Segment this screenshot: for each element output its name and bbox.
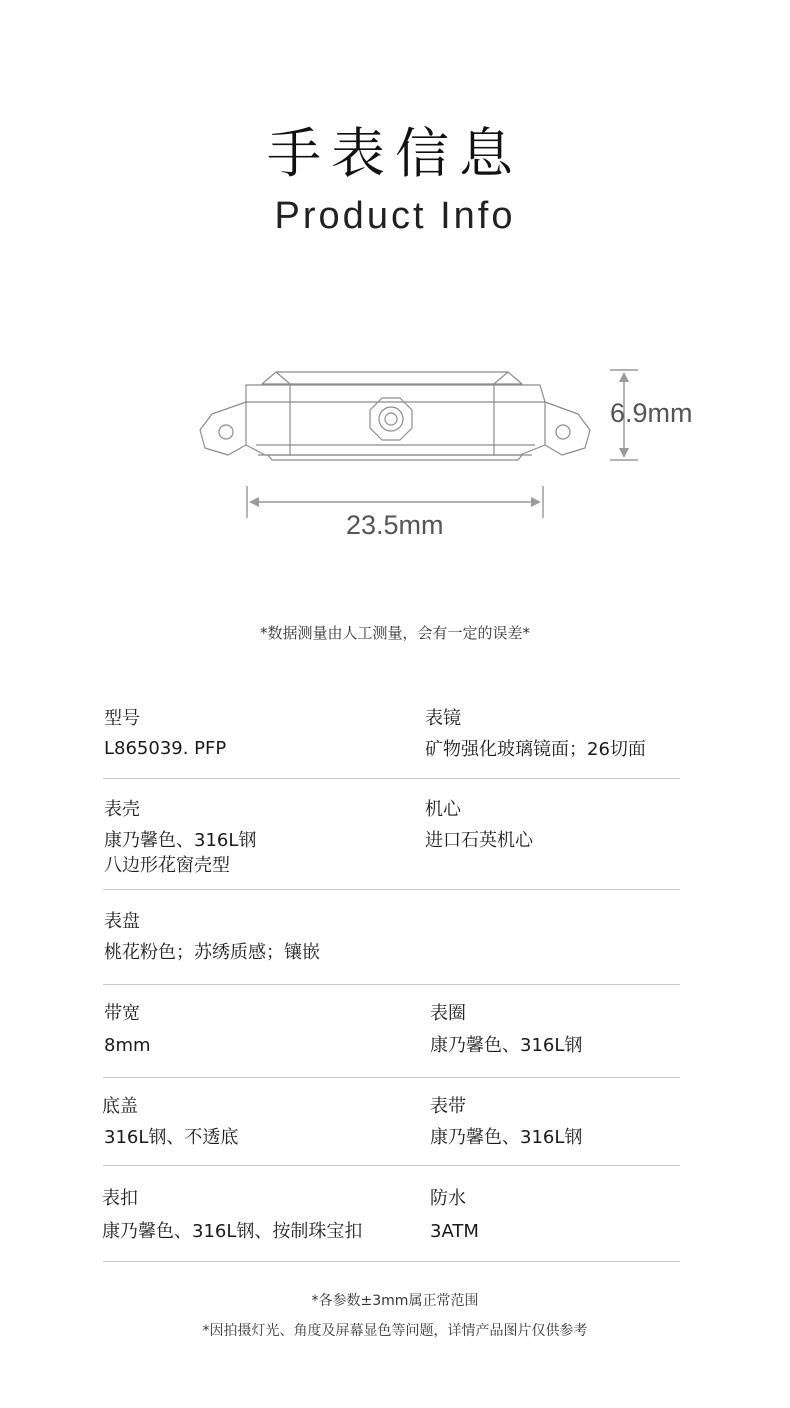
spec-value-bezel: 康乃馨色、316L钢 bbox=[430, 1035, 583, 1056]
divider bbox=[103, 778, 680, 779]
spec-value-clasp: 康乃馨色、316L钢、按制珠宝扣 bbox=[102, 1221, 363, 1242]
divider bbox=[103, 1077, 680, 1078]
measurement-note: *数据测量由人工测量，会有一定的误差* bbox=[259, 624, 530, 642]
spec-label-model: 型号 bbox=[104, 708, 140, 729]
spec-value-movement: 进口石英机心 bbox=[425, 830, 533, 851]
page-title-cn: 手表信息 bbox=[267, 122, 523, 185]
spec-label-band-width: 带宽 bbox=[104, 1003, 140, 1024]
tolerance-footnote: *各参数±3mm属正常范围 bbox=[311, 1293, 479, 1309]
spec-value-case-line1: 康乃馨色、316L钢 bbox=[104, 830, 257, 851]
width-dimension-label: 23.5mm bbox=[346, 510, 444, 540]
spec-label-clasp: 表扣 bbox=[102, 1188, 138, 1209]
spec-label-case: 表壳 bbox=[104, 799, 140, 820]
divider bbox=[103, 889, 680, 890]
divider bbox=[103, 1165, 680, 1166]
spec-value-model: L865039. PFP bbox=[104, 738, 227, 759]
height-dimension-label: 6.9mm bbox=[610, 398, 693, 428]
spec-label-water-resistance: 防水 bbox=[430, 1188, 466, 1209]
spec-value-case-line2: 八边形花窗壳型 bbox=[104, 855, 230, 876]
spec-label-dial: 表盘 bbox=[104, 911, 140, 932]
spec-value-strap: 康乃馨色、316L钢 bbox=[430, 1127, 583, 1148]
spec-label-movement: 机心 bbox=[425, 799, 461, 820]
spec-value-water-resistance: 3ATM bbox=[430, 1221, 479, 1242]
spec-label-caseback: 底盖 bbox=[102, 1096, 138, 1117]
divider bbox=[103, 984, 680, 985]
spec-value-caseback: 316L钢、不透底 bbox=[104, 1127, 239, 1148]
divider bbox=[103, 1261, 680, 1262]
spec-label-crystal: 表镜 bbox=[425, 708, 461, 729]
spec-value-band-width: 8mm bbox=[104, 1035, 151, 1056]
spec-label-strap: 表带 bbox=[430, 1096, 466, 1117]
spec-value-crystal: 矿物强化玻璃镜面；26切面 bbox=[425, 739, 646, 760]
page-title-en: Product Info bbox=[274, 195, 516, 237]
disclaimer-footnote: *因拍摄灯光、角度及屏幕显色等问题，详情产品图片仅供参考 bbox=[202, 1323, 588, 1339]
spec-label-bezel: 表圈 bbox=[430, 1003, 466, 1024]
spec-value-dial: 桃花粉色；苏绣质感；镶嵌 bbox=[104, 942, 320, 963]
